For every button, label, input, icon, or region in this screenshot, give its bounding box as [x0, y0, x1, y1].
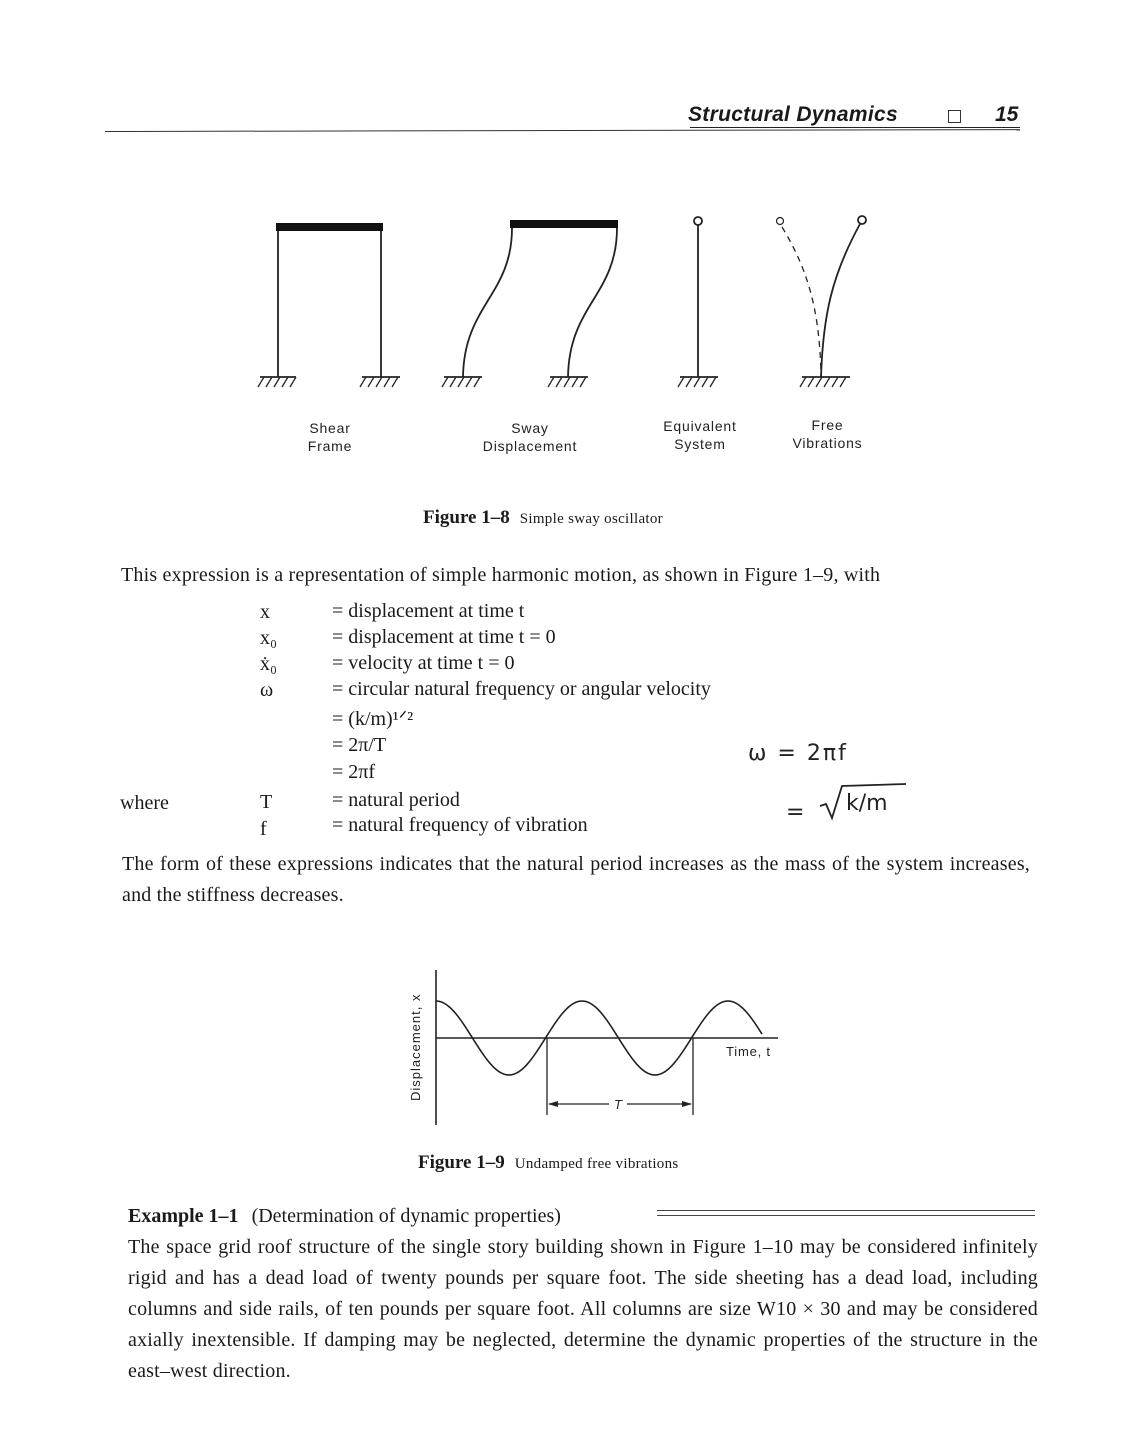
- def-symbol: x: [260, 601, 270, 623]
- def-text: = natural frequency of vibration: [332, 814, 588, 836]
- figure-1-9-caption: [418, 1152, 679, 1174]
- def-text: = circular natural frequency or angular velocity: [332, 678, 711, 700]
- def-text: = (k/m)¹ᐟ²: [332, 708, 414, 730]
- period-label: T: [614, 1097, 622, 1112]
- label-free-vibrations: Free Vibrations: [792, 417, 863, 451]
- arrow-right-icon: [682, 1101, 692, 1107]
- def-symbol: x₀: [260, 627, 277, 649]
- shear-frame-drawing: [258, 223, 400, 387]
- example-rule-bottom: [657, 1215, 1035, 1216]
- arrow-left-icon: [548, 1101, 558, 1107]
- example-rule-top: [657, 1210, 1035, 1211]
- def-symbol: f: [260, 818, 267, 840]
- example-body: The space grid roof structure of the single story building shown in Figure 1–10 may be considered infinitely rigid and has a dead load of twenty pounds per square foot. The side sheeting has a dead load, including columns and side rails, of ten pounds per square foot. All columns are size W10 × 30 and may be considered axially inextensible. If damping may be neglected, determine the dynamic properties of the structure in the east–west direction.: [128, 1236, 1038, 1382]
- figure-1-8-caption-text: Simple sway oscillator: [519, 511, 663, 527]
- running-header-title: Structural Dynamics: [688, 103, 898, 126]
- example-title: (Determination of dynamic properties): [251, 1205, 561, 1227]
- free-vibrations-drawing: [777, 216, 867, 387]
- figure-1-8-caption-label: Figure 1–8: [423, 507, 510, 528]
- form-paragraph: The form of these expressions indicates that the natural period increases as the mass of the system increases, and the stiffness decreases.: [122, 853, 1030, 906]
- figure-1-9-plot: [395, 965, 795, 1130]
- example-heading: [128, 1205, 561, 1228]
- page-number: 15: [995, 103, 1019, 126]
- label-sway-displacement: Sway Displacement: [482, 420, 578, 454]
- def-text: = velocity at time t = 0: [332, 652, 515, 674]
- equivalent-system-drawing: [678, 217, 718, 387]
- definitions-list: [120, 600, 840, 840]
- label-shear-frame: Shear Frame: [307, 420, 353, 454]
- intro-paragraph: This expression is a representation of simple harmonic motion, as shown in Figure 1–9, with: [121, 564, 881, 586]
- header-separator-box-icon: [948, 110, 961, 123]
- label-equivalent-system: Equivalent System: [663, 418, 737, 452]
- def-text: = 2π/T: [332, 734, 387, 756]
- def-text: = displacement at time t: [332, 600, 525, 622]
- def-text: = natural period: [332, 789, 460, 811]
- def-text: = displacement at time t = 0: [332, 626, 556, 648]
- figure-1-9-caption-label: Figure 1–9: [418, 1152, 505, 1173]
- header-underline: [690, 127, 1020, 128]
- def-symbol: ẋ₀: [260, 653, 277, 675]
- def-text: = 2πf: [332, 761, 376, 783]
- example-label: Example 1–1: [128, 1205, 239, 1227]
- def-symbol: ω: [260, 679, 274, 701]
- sway-displacement-drawing: [442, 220, 618, 387]
- figure-1-8-diagram: [220, 205, 900, 405]
- x-axis-label: Time, t: [726, 1044, 771, 1059]
- def-symbol: T: [260, 791, 273, 813]
- figure-1-9-caption-text: Undamped free vibrations: [514, 1156, 679, 1172]
- where-label: where: [120, 792, 169, 814]
- handwritten-equals: =: [786, 800, 805, 825]
- handwritten-omega-formula: ω = 2πf: [748, 741, 848, 766]
- header-rule: [105, 129, 1020, 132]
- y-axis-label: Displacement, x: [408, 993, 423, 1101]
- figure-1-8-caption: [423, 507, 663, 529]
- handwritten-radicand: k/m: [846, 791, 888, 816]
